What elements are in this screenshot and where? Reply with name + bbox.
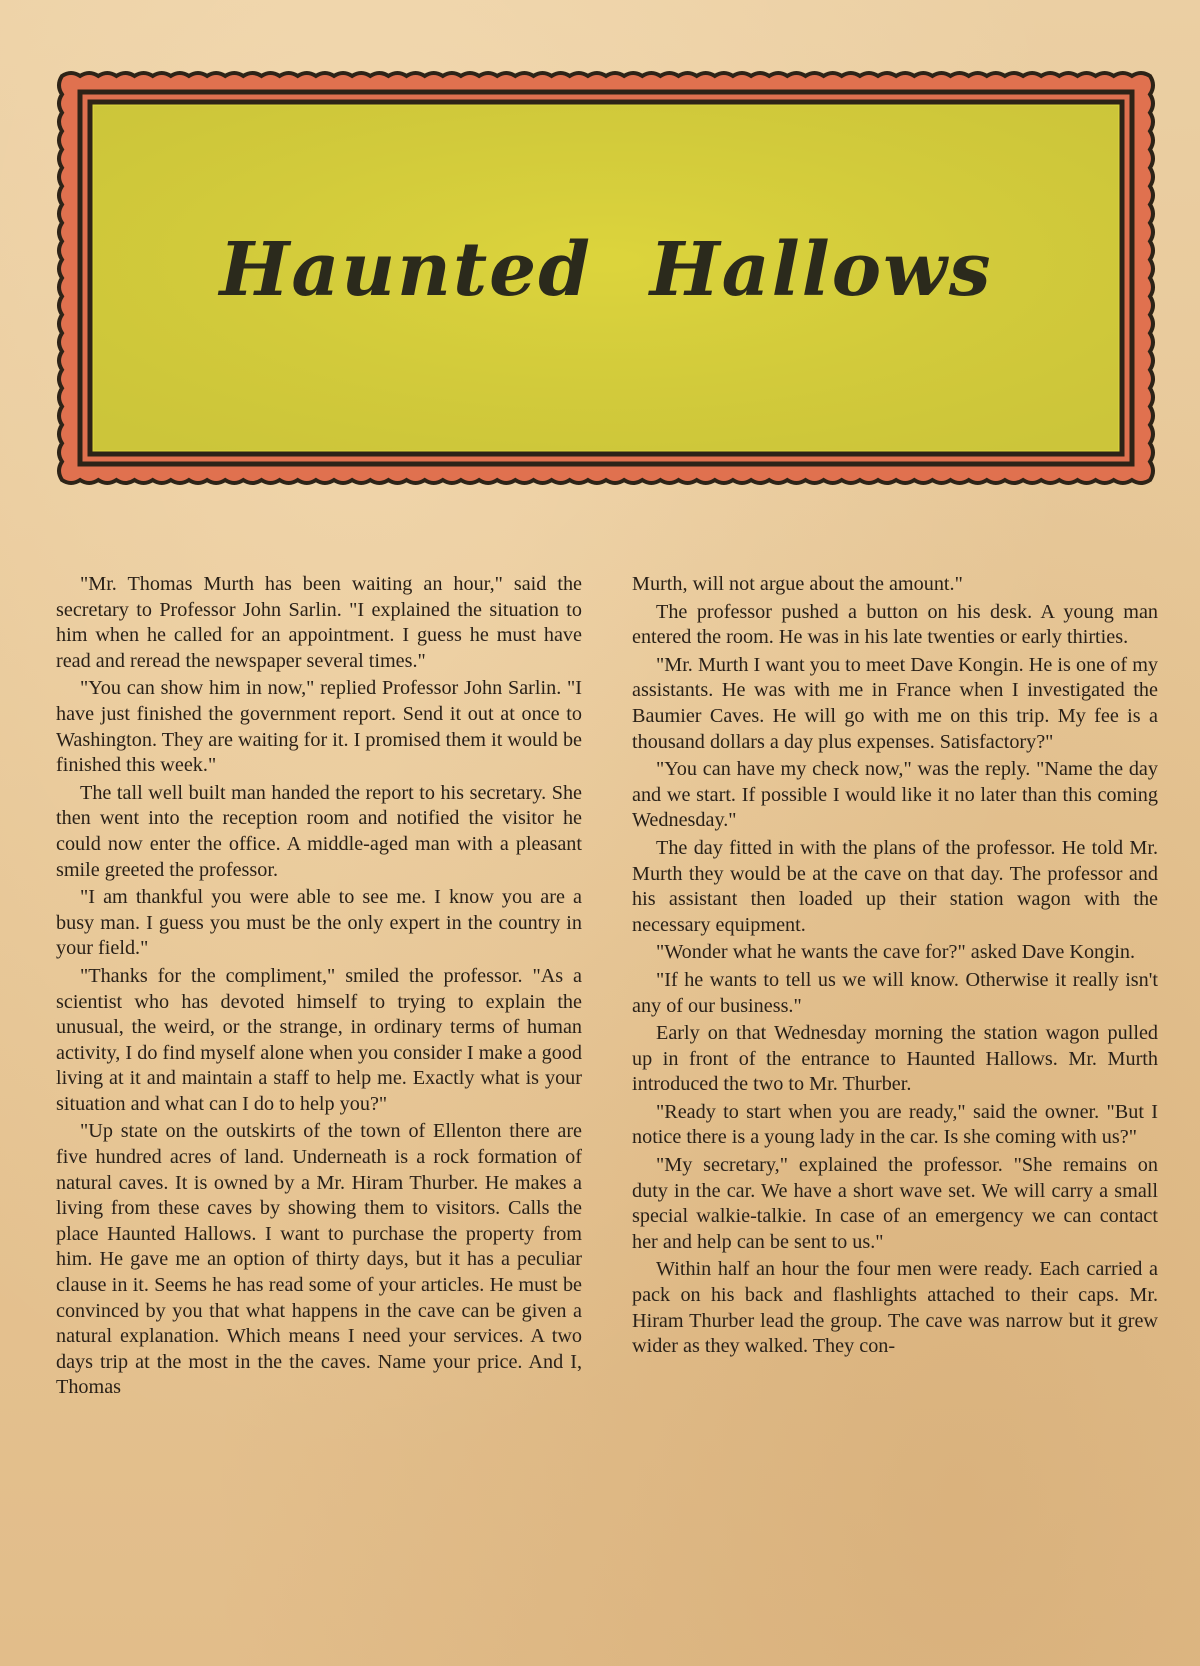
paragraph: "Wonder what he wants the cave for?" asked Dave Kongin. bbox=[656, 941, 1135, 964]
paragraph: "You can have my check now," was the reply. "Name the day and we start. If possible I would like it no later than this coming Wednesday." bbox=[632, 758, 1158, 832]
paragraph: The tall well built man handed the report to his secretary. She then went into the reception room and notified the visitor he could now enter the office. A middle-aged man with a pleasant smile greeted the professor. bbox=[56, 781, 582, 881]
article-body bbox=[56, 572, 1158, 1401]
paragraph: "If he wants to tell us we will know. Otherwise it really isn't any of our business." bbox=[632, 968, 1158, 1017]
paragraph: Early on that Wednesday morning the station wagon pulled up in front of the entrance to Haunted Hallows. Mr. Murth introduced the two to Mr. Thurber. bbox=[632, 1022, 1158, 1096]
paragraph: The professor pushed a button on his desk. A young man entered the room. He was in his late twenties or early thirties. bbox=[632, 600, 1158, 649]
paragraph: "Up state on the outskirts of the town of Ellenton there are five hundred acres of land. Underneath is a rock formation of natural caves. It is owned by a Mr. Hiram Thurber. He makes a living from these caves by showing them to visitors. Calls the place Haunted Hallows. I want to purchase the property from him. He gave me an option of thirty days, but it has a peculiar clause in it. Seems he has read some of your articles. He must be convinced by you that what happens in the cave can be given a natural explanation. Which means I need your services. A two days trip at the most in the the caves. Name your price. And I, Thomas bbox=[56, 1120, 582, 1399]
paragraph: "Ready to start when you are ready," said the owner. "But I notice there is a young lady in the car. Is she coming with us?" bbox=[632, 1100, 1158, 1149]
page-title: Haunted Hallows bbox=[219, 227, 993, 313]
paragraph: "Thanks for the compliment," smiled the professor. "As a scientist who has devoted himself to trying to explain the unusual, the weird, or the strange, in ordinary terms of human activity, I do find myself alone when you consider I make a good living at it and maintain a staff to help me. Exactly what is your situation and what can I do to help you?" bbox=[56, 964, 582, 1115]
paragraph: "You can show him in now," replied Professor John Sarlin. "I have just finished the government report. Send it out at once to Washington. They are waiting for it. I promised them it would be finished this week." bbox=[56, 677, 582, 777]
paragraph: "Mr. Murth I want you to meet Dave Kongin. He is one of my assistants. He was with me in France when I investigated the Baumier Caves. He will go with me on this trip. My fee is a thousand dollars a day plus expenses. Satisfactory?" bbox=[632, 653, 1158, 753]
paragraph: Within half an hour the four men were ready. Each carried a pack on his back and flashlights attached to their caps. Mr. Hiram Thurber lead the group. The cave was narrow but it grew wider as they walked. They con- bbox=[632, 1258, 1158, 1358]
paragraph: "Mr. Thomas Murth has been waiting an hour," said the secretary to Professor John Sarlin. "I explained the situation to him when he called for an appointment. I guess he must have read and reread the newspaper several times." bbox=[56, 573, 582, 672]
paragraph: The day fitted in with the plans of the professor. He told Mr. Murth they would be at the cave on that day. The professor and his assistant then loaded up their station wagon with the necessary equipment. bbox=[632, 836, 1158, 936]
left-column bbox=[56, 572, 582, 1401]
paragraph: "I am thankful you were able to see me. I know you are a busy man. I guess you must be the only expert in the country in your field." bbox=[56, 886, 582, 960]
paragraph: "My secretary," explained the professor. "She remains on duty in the car. We have a short wave set. We will carry a small special walkie-talkie. In case of an emergency we can contact her and help can be sent to us." bbox=[632, 1154, 1158, 1253]
title-banner bbox=[54, 68, 1158, 488]
continuation-paragraph: Murth, will not argue about the amount." bbox=[632, 573, 963, 595]
right-column bbox=[632, 572, 1158, 1401]
